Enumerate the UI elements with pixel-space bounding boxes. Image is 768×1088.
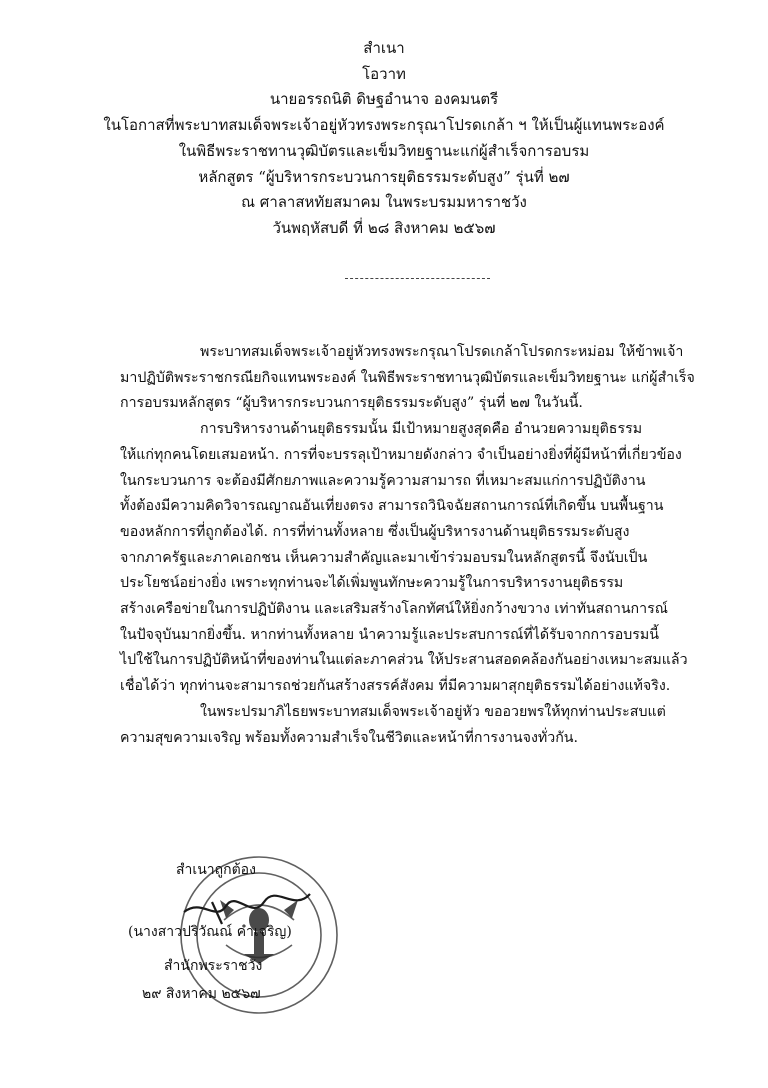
body-line: พระบาทสมเด็จพระเจ้าอยู่หัวทรงพระกรุณาโปรดเกล้าโปรดกระหม่อม ให้ข้าพเจ้า	[200, 344, 684, 360]
document-header	[40, 36, 728, 242]
copy-label: สำเนา	[363, 39, 405, 57]
course-line: หลักสูตร “ผู้บริหารกระบวนการยุติธรรมระดับสูง” รุ่นที่ ๒๗	[198, 167, 570, 186]
body-line: ในพระปรมาภิไธยพระบาทสมเด็จพระเจ้าอยู่หัว ขออวยพรให้ทุกท่านประสบแต่	[200, 703, 666, 720]
certifier-name: (นางสาวปริวัณณ์ คำเจริญ)	[128, 924, 292, 940]
header-divider	[345, 278, 490, 279]
speaker-line: นายอรรถนิติ ดิษฐอำนาจ องคมนตรี	[269, 90, 499, 109]
body-line: ประโยชน์อย่างยิ่ง เพราะทุกท่านจะได้เพิ่มพูนทักษะความรู้ในการบริหารงานยุติธรรม	[120, 575, 624, 592]
certification-block	[120, 850, 350, 1020]
body-line: มาปฏิบัติพระราชกรณียกิจแทนพระองค์ ในพิธีพระราชทานวุฒิบัตรและเข็มวิทยฐานะ แก่ผู้สำเร็จ	[120, 369, 695, 386]
certifier-office: สำนักพระราชวัง	[164, 958, 263, 974]
body-line: ในกระบวนการ จะต้องมีศักยภาพและความรู้ความสามารถ ที่เหมาะสมแก่การปฏิบัติงาน	[120, 472, 646, 489]
body-line: ในปัจจุบันมากยิ่งขึ้น. หากท่านทั้งหลาย นำความรู้และประสบการณ์ที่ได้รับจากการอบรมนี้	[120, 626, 659, 643]
body-line: เชื่อได้ว่า ทุกท่านจะสามารถช่วยกันสร้างสรรค์สังคม ที่มีความผาสุกยุติธรรมได้อย่างแท้จริง.	[120, 678, 671, 695]
date-line: วันพฤหัสบดี ที่ ๒๘ สิงหาคม ๒๕๖๗	[272, 218, 496, 237]
body-line: ทั้งต้องมีความคิดวิจารณญาณอันเที่ยงตรง สามารถวินิจฉัยสถานการณ์ที่เกิดขึ้น บนพื้นฐาน	[120, 498, 664, 515]
body-line: การบริหารงานด้านยุติธรรมนั้น มีเป้าหมายสูงสุดคือ อำนวยความยุติธรรม	[200, 421, 643, 438]
body-line: ความสุขความเจริญ พร้อมทั้งความสำเร็จในชีวิตและหน้าที่การงานจงทั่วกัน.	[120, 729, 578, 746]
speech-body	[120, 340, 695, 751]
body-line: การอบรมหลักสูตร “ผู้บริหารกระบวนการยุติธรรมระดับสูง” รุ่นที่ ๒๗ ในวันนี้.	[120, 395, 583, 412]
ceremony-line: ในพิธีพระราชทานวุฒิบัตรและเข็มวิทยฐานะแก่ผู้สำเร็จการอบรม	[178, 141, 590, 160]
body-line: จากภาครัฐและภาคเอกชน เห็นความสำคัญและมาเข้าร่วมอบรมในหลักสูตรนี้ จึงนับเป็น	[120, 549, 648, 566]
document-title: โอวาท	[362, 64, 406, 83]
body-line: ของหลักการที่ถูกต้องได้. การที่ท่านทั้งหลาย ซึ่งเป็นผู้บริหารงานด้านยุติธรรมระดับสูง	[120, 523, 630, 540]
venue-line: ณ ศาลาสหทัยสมาคม ในพระบรมมหาราชวัง	[241, 193, 527, 212]
body-line: ไปใช้ในการปฏิบัติหน้าที่ของท่านในแต่ละภาคส่วน ให้ประสานสอดคล้องกันอย่างเหมาะสมแล้ว	[120, 652, 688, 669]
body-line: สร้างเครือข่ายในการปฏิบัติงาน และเสริมสร้างโลกทัศน์ให้ยิ่งกว้างขวาง เท่าทันสถานการณ์	[120, 601, 668, 618]
certified-copy-label: สำเนาถูกต้อง	[176, 862, 256, 878]
occasion-line: ในโอกาสที่พระบาทสมเด็จพระเจ้าอยู่หัวทรงพระกรุณาโปรดเกล้า ฯ ให้เป็นผู้แทนพระองค์	[103, 116, 665, 135]
certification-date: ๒๙ สิงหาคม ๒๕๖๗	[142, 986, 261, 1002]
body-line: ให้แก่ทุกคนโดยเสมอหน้า. การที่จะบรรลุเป้าหมายดังกล่าว จำเป็นอย่างยิ่งที่ผู้มีหน้าที่เกี่ยวข้อง	[120, 446, 682, 463]
